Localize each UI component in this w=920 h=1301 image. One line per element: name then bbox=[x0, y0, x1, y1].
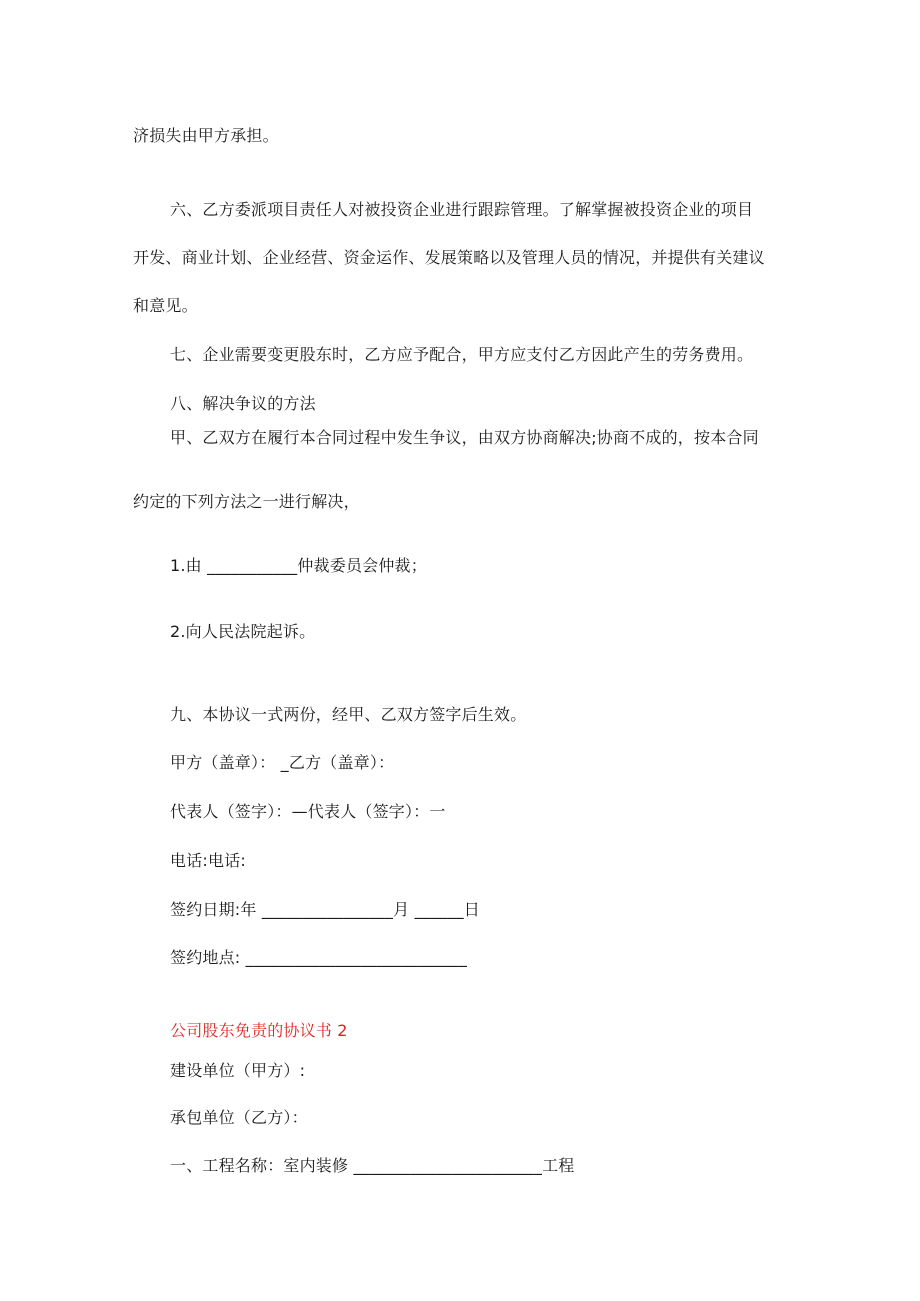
section-heading: 八、解决争议的方法 bbox=[170, 394, 316, 413]
paragraph-line: 开发、商业计划、企业经营、资金运作、发展策略以及管理人员的情况，并提供有关建议 bbox=[133, 248, 765, 267]
paragraph-line: 六、乙方委派项目责任人对被投资企业进行跟踪管理。了解掌握被投资企业的项目 bbox=[170, 200, 754, 219]
paragraph-line: 和意见。 bbox=[133, 296, 198, 315]
date-line: 签约日期:年 ________________月 ______日 bbox=[170, 900, 480, 919]
list-item: 2.向人民法院起诉。 bbox=[170, 622, 316, 641]
project-name-line: 一、工程名称：室内装修 _______________________工程 bbox=[170, 1156, 575, 1175]
phone-line: 电话:电话: bbox=[170, 851, 246, 870]
paragraph-line: 济损失由甲方承担。 bbox=[133, 126, 279, 145]
signature-line: 代表人（签字）：—代表人（签字）：一 bbox=[170, 802, 446, 821]
paragraph-line: 九、本协议一式两份，经甲、乙双方签字后生效。 bbox=[170, 705, 527, 724]
paragraph-line: 约定的下列方法之一进行解决， bbox=[133, 492, 360, 511]
list-item: 1.由 ___________仲裁委员会仲裁； bbox=[170, 556, 427, 575]
paragraph-line: 甲、乙双方在履行本合同过程中发生争议，由双方协商解决;协商不成的，按本合同 bbox=[170, 428, 759, 447]
party-line: 建设单位（甲方）: bbox=[170, 1061, 306, 1080]
document-title: 公司股东免责的协议书 2 bbox=[170, 1021, 348, 1040]
paragraph-line: 七、企业需要变更股东时，乙方应予配合，甲方应支付乙方因此产生的劳务费用。 bbox=[170, 345, 754, 364]
party-line: 承包单位（乙方）： bbox=[170, 1108, 308, 1127]
signature-line: 甲方（盖章）： _乙方（盖章）： bbox=[170, 753, 395, 772]
place-line: 签约地点: ___________________________ bbox=[170, 948, 468, 967]
